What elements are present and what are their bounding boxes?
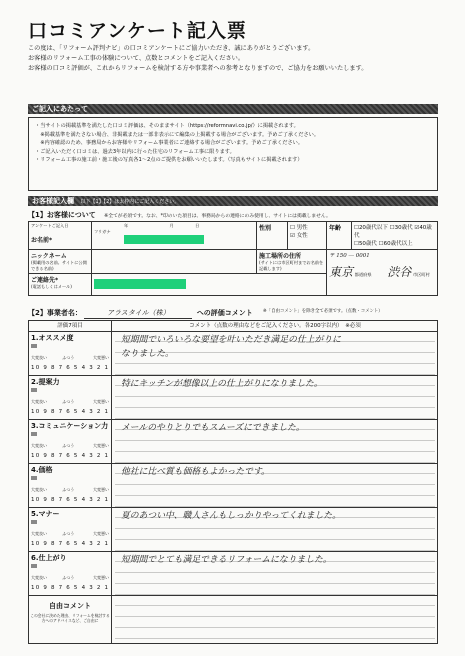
score-scale <box>31 399 109 404</box>
score-numbers[interactable]: 10 9 8 7 6 5 4 3 2 1 <box>31 453 110 459</box>
addr-note: (サイトには市区町村までお名前を記載します) <box>259 260 324 271</box>
comment-line: 夏のあつい中、職人さんもしっかりやってくれました。 <box>121 511 341 521</box>
furigana-label: フリガナ <box>94 229 111 234</box>
comment-line: 他社に比べ質も価格もよかったです。 <box>121 467 270 477</box>
contact-label: ご連絡先* <box>31 277 59 284</box>
intro-text <box>28 44 438 74</box>
scale-mid: ふつう <box>62 575 75 580</box>
customer-header-sub: 以下【1】【2】は太枠内にご記入ください。 <box>80 199 180 205</box>
evaluation-grid <box>28 320 438 644</box>
age-option[interactable]: 20歳代以下 <box>358 225 388 231</box>
scale-high: 大変良い <box>31 531 47 536</box>
gender-male[interactable]: ☐ 男性 <box>290 225 308 231</box>
evaluation-row <box>29 419 437 464</box>
notes-header <box>28 104 438 114</box>
scale-low: 大変悪い <box>93 355 109 360</box>
score-numbers[interactable]: 10 9 8 7 6 5 4 3 2 1 <box>31 497 110 503</box>
note-line: ・当サイトの掲載基準を満たした口コミ評価は、そのままサイト（https://reformnavi.co.jp/）に掲載されます。 <box>35 123 299 129</box>
gender-female[interactable]: ☑ 女性 <box>290 233 308 239</box>
section2-after: への評価コメント <box>196 309 253 317</box>
score-mark <box>31 476 37 480</box>
postal-code: 〒 150 ― 0001 <box>329 253 370 259</box>
score-scale <box>31 443 109 448</box>
comment-text <box>121 421 305 435</box>
comment-text <box>121 333 341 361</box>
section1-title: 【1】お客様について <box>28 211 96 219</box>
scale-low: 大変悪い <box>93 575 109 580</box>
age-options[interactable] <box>352 222 438 250</box>
contact-label-cell <box>29 274 92 296</box>
comment-text <box>121 377 323 391</box>
comment-field[interactable] <box>115 331 435 375</box>
male-label: 男性 <box>296 225 308 231</box>
comment-text <box>121 509 341 523</box>
gender-label: 性別 <box>257 222 288 250</box>
age-option[interactable]: 40歳代 <box>354 225 432 239</box>
age-row-2: ☐50歳代 ☐60歳代以上 <box>354 241 413 247</box>
scale-low: 大変悪い <box>93 443 109 448</box>
pref-suffix: 都道府県 <box>354 272 372 277</box>
scale-low: 大変悪い <box>93 487 109 492</box>
free-comment-label-cell <box>29 595 112 643</box>
scale-low: 大変悪い <box>93 399 109 404</box>
comment-line: メールのやりとりでもスムーズにできました。 <box>121 423 305 433</box>
scale-high: 大変良い <box>31 399 47 404</box>
score-mark <box>31 432 37 436</box>
addr-cell[interactable] <box>327 250 438 296</box>
item-cell <box>29 331 112 375</box>
comment-field[interactable] <box>115 419 435 463</box>
comment-field[interactable] <box>115 507 435 551</box>
comment-field[interactable] <box>115 551 435 595</box>
scale-mid: ふつう <box>62 355 75 360</box>
scale-high: 大変良い <box>31 355 47 360</box>
comment-line: 短期間でいろいろな要望を叶いただき満足の仕上がりに <box>121 335 341 345</box>
scale-high: 大変良い <box>31 443 47 448</box>
nick-label: ニックネーム <box>31 253 67 260</box>
age-row-1: ☐20歳代以下 ☐30歳代 ☑40歳代 <box>354 225 432 239</box>
gender-options[interactable] <box>288 222 327 250</box>
note-line: ・リフォーム工事の施工前・施工後の写真各1～2点のご提供をお願いいたします。（写真もサイトに掲載されます） <box>35 157 303 163</box>
customer-header <box>28 196 438 206</box>
intro-line: お客様のリフォーム工事の体験について、点数とコメントをご記入ください。 <box>28 55 245 62</box>
score-scale <box>31 531 109 536</box>
free-comment-note: この会社に決めた理由、リフォームを検討する方へのアドバイスなど、ご自由に <box>30 613 110 623</box>
scale-mid: ふつう <box>62 487 75 492</box>
note-line: ※内容確認のため、事務局からお客様やリフォーム事業者にご連絡する場合がございます。予めご了承ください。 <box>35 140 304 146</box>
evaluation-row <box>29 463 437 508</box>
notes-box <box>28 117 438 191</box>
score-mark <box>31 344 37 348</box>
item-name: 6.仕上がり <box>31 554 67 562</box>
score-numbers[interactable]: 10 9 8 7 6 5 4 3 2 1 <box>31 585 110 591</box>
addr-row <box>329 263 435 280</box>
score-numbers[interactable]: 10 9 8 7 6 5 4 3 2 1 <box>31 409 110 415</box>
female-label: 女性 <box>296 233 308 239</box>
scale-low: 大変悪い <box>93 531 109 536</box>
item-name: 5.マナー <box>31 510 60 518</box>
score-mark <box>31 564 37 568</box>
age-label: 年齢 <box>327 222 352 250</box>
date-label: アンケートご記入日 <box>31 223 69 228</box>
score-scale <box>31 575 109 580</box>
name-label-cell <box>29 222 92 250</box>
scale-high: 大変良い <box>31 575 47 580</box>
comment-field[interactable] <box>115 375 435 419</box>
contact-cell[interactable] <box>92 274 327 296</box>
free-comment-field[interactable] <box>115 595 435 643</box>
comment-field[interactable] <box>115 463 435 507</box>
month-label: 月 <box>169 223 174 228</box>
section1-label <box>28 210 331 220</box>
score-scale <box>31 355 109 360</box>
evaluation-row <box>29 507 437 552</box>
item-cell <box>29 507 112 551</box>
score-mark <box>31 520 37 524</box>
col-comment-header: コメント（点数の理由などをご記入ください。各200字以内） ※必須 <box>189 323 361 329</box>
company-name: アラスタイル（株） <box>84 308 192 319</box>
city: 渋谷 <box>387 265 412 279</box>
free-comment-label: 自由コメント <box>49 602 91 610</box>
comment-text <box>121 553 332 567</box>
item-name: 1.オススメ度 <box>31 334 74 342</box>
name-cell[interactable] <box>92 222 257 250</box>
scale-mid: ふつう <box>62 531 75 536</box>
day-label: 日 <box>195 223 200 228</box>
city-suffix: 市区町村 <box>413 272 430 277</box>
section2-title: 【2】事業者名： <box>28 309 82 317</box>
item-cell <box>29 419 112 463</box>
notes-header-label: ご記入にあたって <box>32 105 88 113</box>
score-scale <box>31 487 109 492</box>
scale-high: 大変良い <box>31 487 47 492</box>
year-label: 年 <box>124 223 129 228</box>
page-title: 口コミアンケート記入票 <box>28 20 247 42</box>
nick-label-cell <box>29 250 92 274</box>
col-item-header: 評価7項目 <box>29 321 112 331</box>
intro-line: この度は、「リフォーム評判ナビ」の口コミアンケートにご協力いただき、誠にありがとうございます。 <box>28 45 315 52</box>
item-name: 2.提案力 <box>31 378 60 386</box>
section2-label <box>28 308 383 319</box>
item-name: 3.コミュニケーション力 <box>31 422 109 430</box>
age-option[interactable]: 30歳代 <box>394 225 413 231</box>
section1-note: ※全てが必須です。なお、*印のいた項目は、事務局からの連絡にのみ使用し、サイトには掲載しません。 <box>104 214 331 219</box>
comment-line: なりました。 <box>121 349 174 359</box>
score-mark <box>31 388 37 392</box>
nick-cell[interactable] <box>92 250 257 274</box>
age-option[interactable]: 50歳代 <box>358 241 377 247</box>
intro-line: お客様の口コミ評価が、これからリフォームを検討する方や事業者への参考となりますので、ご協力をお願いいたします。 <box>28 65 368 72</box>
comment-text <box>121 465 270 479</box>
addr-label: 施工場所の住所 <box>259 253 302 260</box>
note-line: ※掲載基準を満たさない場合、非掲載または一部非表示にて編集の上掲載する場合がございます。予めご了承ください。 <box>35 131 320 138</box>
note-line: ・ご記入いただく口コミは、過去3年以内に行った住宅のリフォーム工事に限ります。 <box>35 148 235 155</box>
comment-line: 短期間でとても満足できるリフォームになりました。 <box>121 555 332 565</box>
age-option[interactable]: 60歳代以上 <box>383 241 413 247</box>
nick-note: (掲載用の名前。サイトに公開できる名前) <box>31 260 87 271</box>
prefecture: 東京 <box>329 265 354 279</box>
free-comment-row <box>29 595 437 643</box>
item-name: 4.価格 <box>31 466 53 474</box>
customer-header-label: お客様記入欄 <box>32 197 74 205</box>
scale-mid: ふつう <box>62 443 75 448</box>
redacted-name <box>124 235 204 244</box>
item-cell <box>29 551 112 595</box>
contact-note: (電話もしくはメール) <box>31 284 72 289</box>
customer-info-table <box>28 221 438 296</box>
addr-label-cell <box>257 250 327 274</box>
scale-mid: ふつう <box>62 399 75 404</box>
item-cell <box>29 375 112 419</box>
redacted-contact <box>94 279 186 289</box>
section2-note: ※「自由コメント」を除き全て必須です。（点数・コメント） <box>263 309 383 314</box>
comment-line: 特にキッチンが想像以上の仕上がりになりました。 <box>121 379 323 389</box>
evaluation-row <box>29 551 437 596</box>
name-label: お名前* <box>31 237 53 244</box>
score-numbers[interactable]: 10 9 8 7 6 5 4 3 2 1 <box>31 541 110 547</box>
item-cell <box>29 463 112 507</box>
evaluation-row <box>29 331 437 376</box>
evaluation-row <box>29 375 437 420</box>
score-numbers[interactable]: 10 9 8 7 6 5 4 3 2 1 <box>31 365 110 371</box>
